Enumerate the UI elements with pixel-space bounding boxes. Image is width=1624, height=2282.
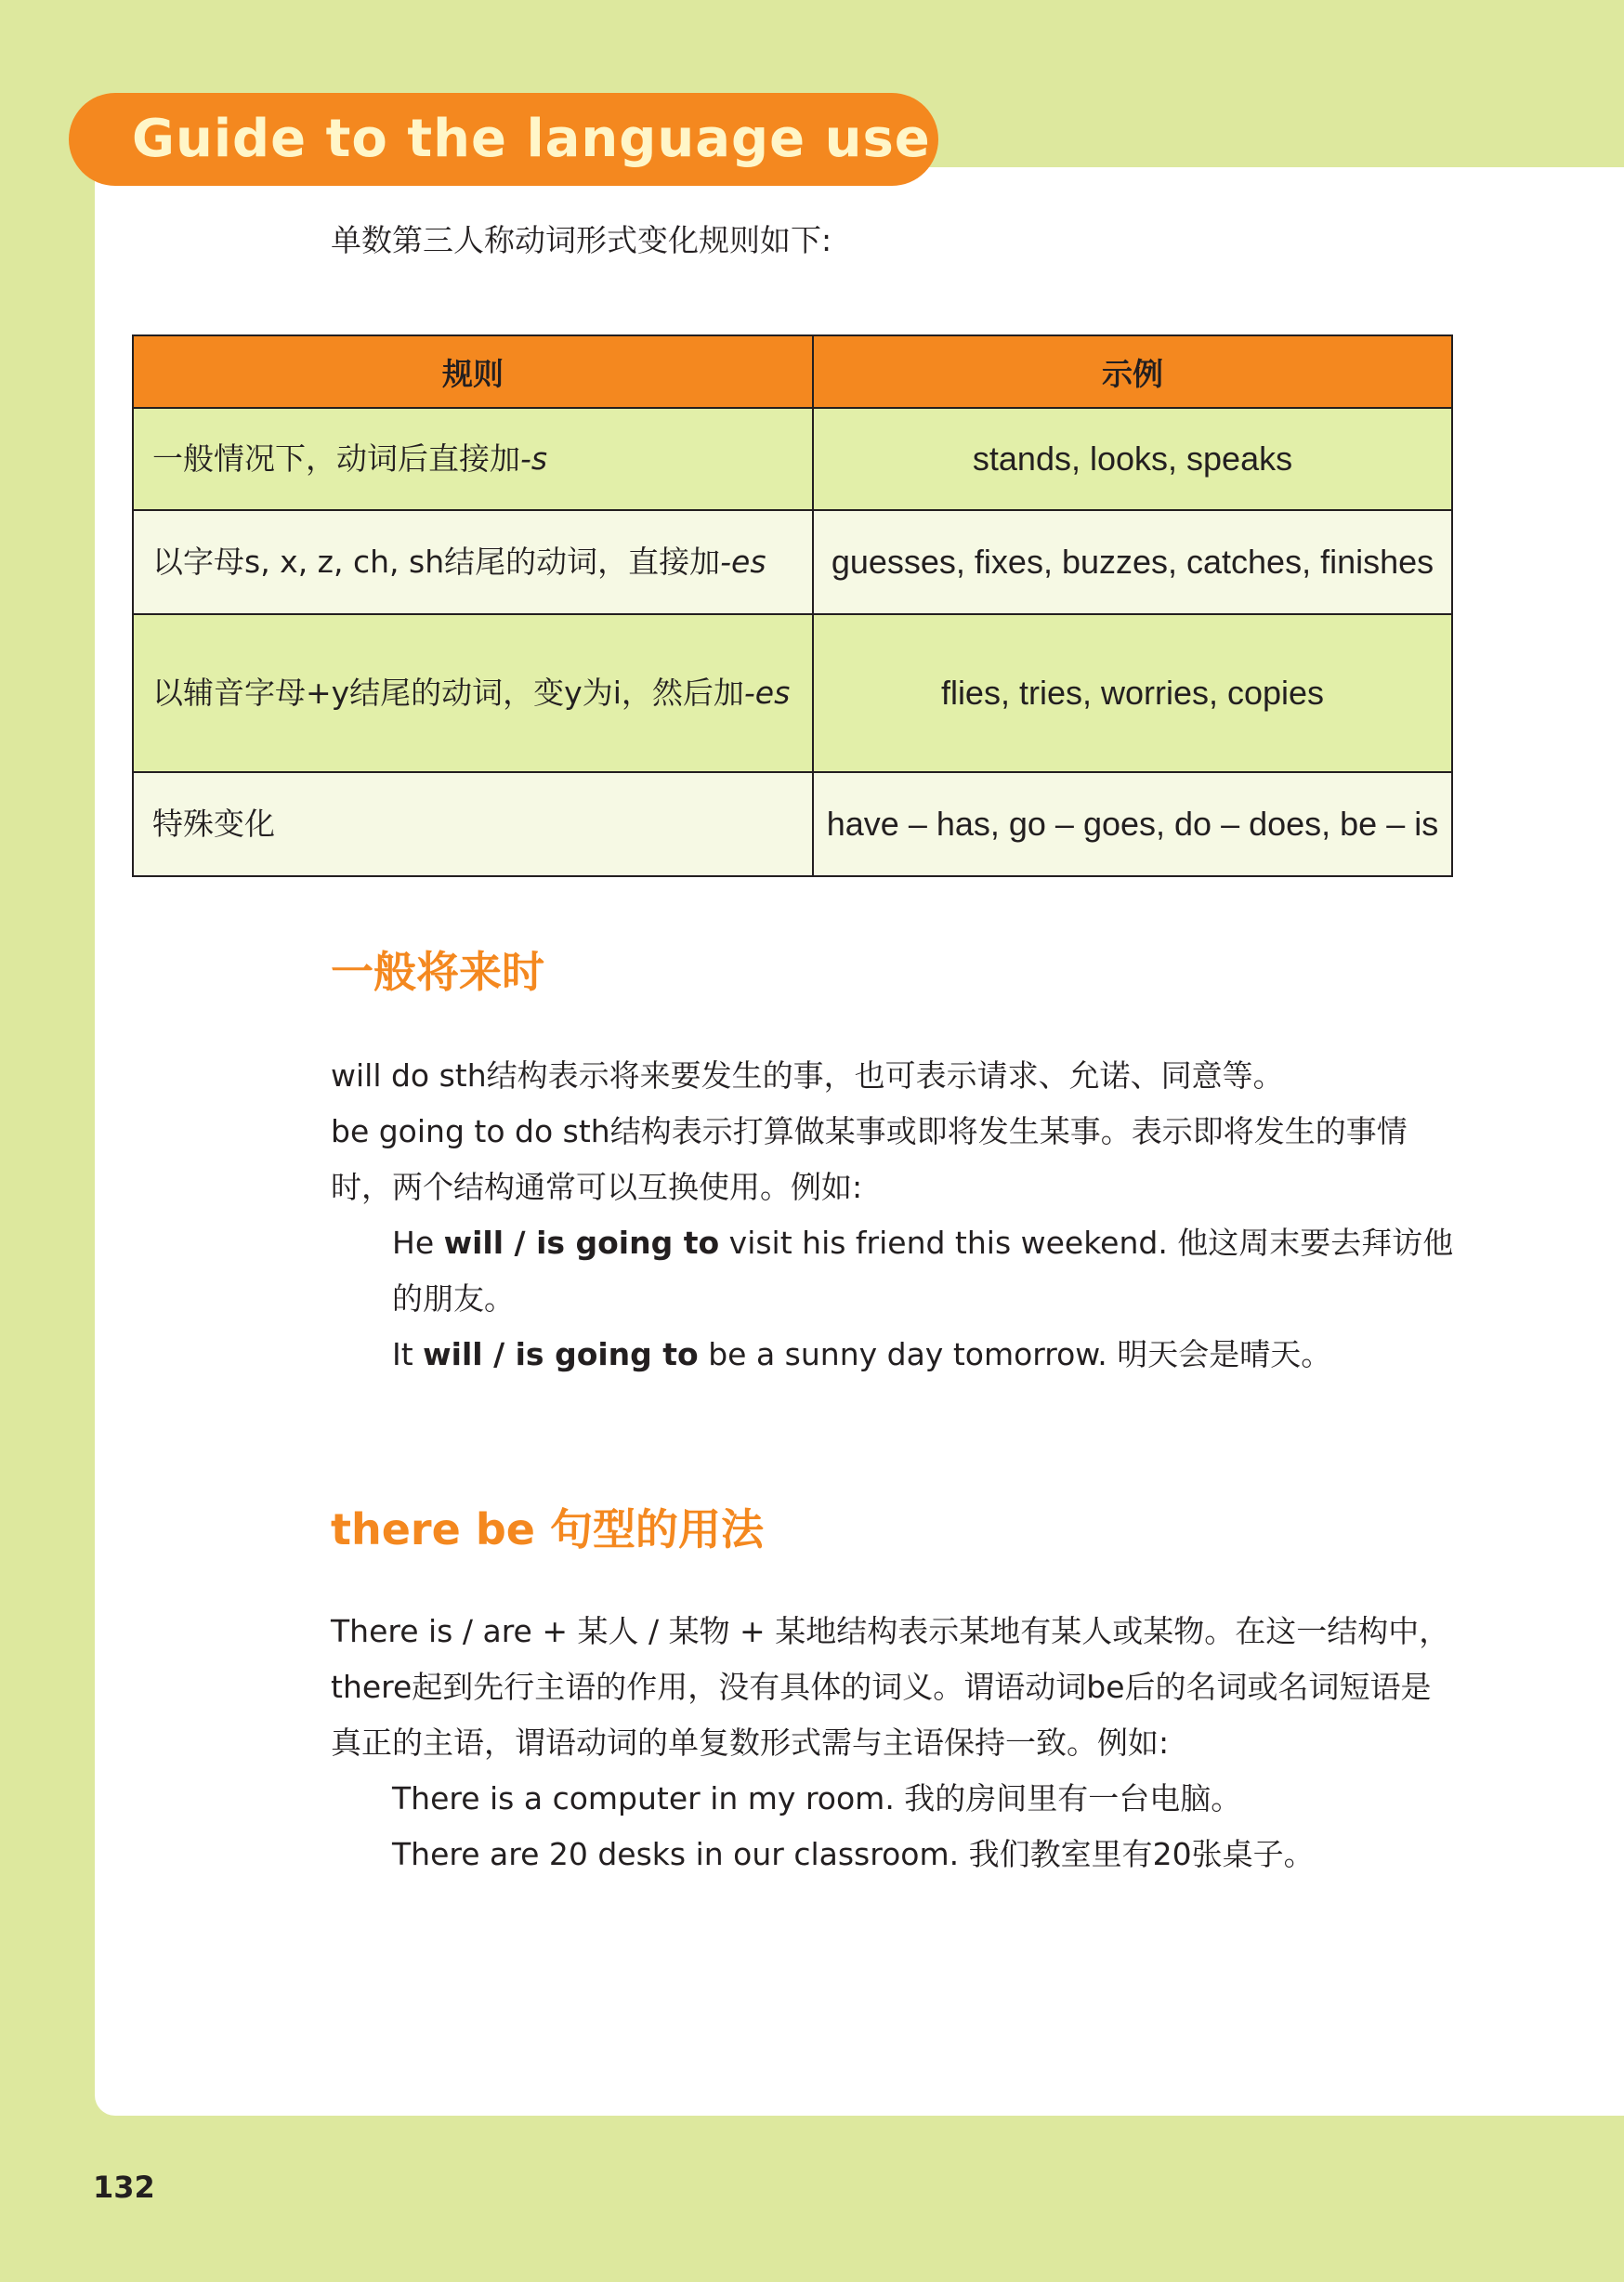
- rule-cell: 一般情况下，动词后直接加-s: [133, 408, 813, 510]
- future-paragraph: [331, 1048, 1455, 1383]
- rule-cell: 以字母s, x, z, ch, sh结尾的动词，直接加-es: [133, 510, 813, 614]
- example-cell: guesses, fixes, buzzes, catches, finishes: [813, 510, 1452, 614]
- verb-rules-table: [132, 334, 1453, 877]
- future-p2: be going to do sth结构表示打算做某事或即将发生某事。表示即将发生的事情时，两个结构通常可以互换使用。例如:: [331, 1113, 1408, 1205]
- table-row: [133, 510, 1452, 614]
- intro-text: 单数第三人称动词形式变化规则如下:: [331, 222, 832, 258]
- rule-cell: 特殊变化: [133, 772, 813, 876]
- header-example: 示例: [813, 335, 1452, 408]
- page-number: 132: [93, 2170, 155, 2205]
- table-header-row: [133, 335, 1452, 408]
- there-be-example-2: There are 20 desks in our classroom. 我们教室里有20张桌子。: [392, 1836, 1315, 1872]
- rule-cell: 以辅音字母+y结尾的动词，变y为i，然后加-es: [133, 614, 813, 772]
- there-be-example-1: There is a computer in my room. 我的房间里有一台电脑。: [392, 1780, 1242, 1816]
- table-row: [133, 408, 1452, 510]
- page-title: Guide to the language use: [132, 109, 931, 169]
- section-title-future: 一般将来时: [331, 947, 544, 997]
- future-p1: will do sth结构表示将来要发生的事，也可表示请求、允诺、同意等。: [331, 1057, 1284, 1094]
- future-example-1: He will / is going to visit his friend this weekend. 他这周末要去拜访他的朋友。: [392, 1225, 1454, 1317]
- there-be-p1: There is / are + 某人 / 某物 + 某地结构表示某地有某人或某物。在这一结构中，there起到先行主语的作用，没有具体的词义。谓语动词be后的名词或名词短语是真正的主语，谓语动词的单复数形式需与主语保持一致。例如:: [331, 1613, 1450, 1761]
- section-title-there-be: there be 句型的用法: [331, 1504, 764, 1554]
- example-cell: have – has, go – goes, do – does, be – is: [813, 772, 1452, 876]
- header-rule: 规则: [133, 335, 813, 408]
- future-example-2: It will / is going to be a sunny day tomorrow. 明天会是晴天。: [392, 1336, 1332, 1372]
- there-be-paragraph: [331, 1604, 1455, 1882]
- table-row: [133, 614, 1452, 772]
- example-cell: stands, looks, speaks: [813, 408, 1452, 510]
- table-row: [133, 772, 1452, 876]
- example-cell: flies, tries, worries, copies: [813, 614, 1452, 772]
